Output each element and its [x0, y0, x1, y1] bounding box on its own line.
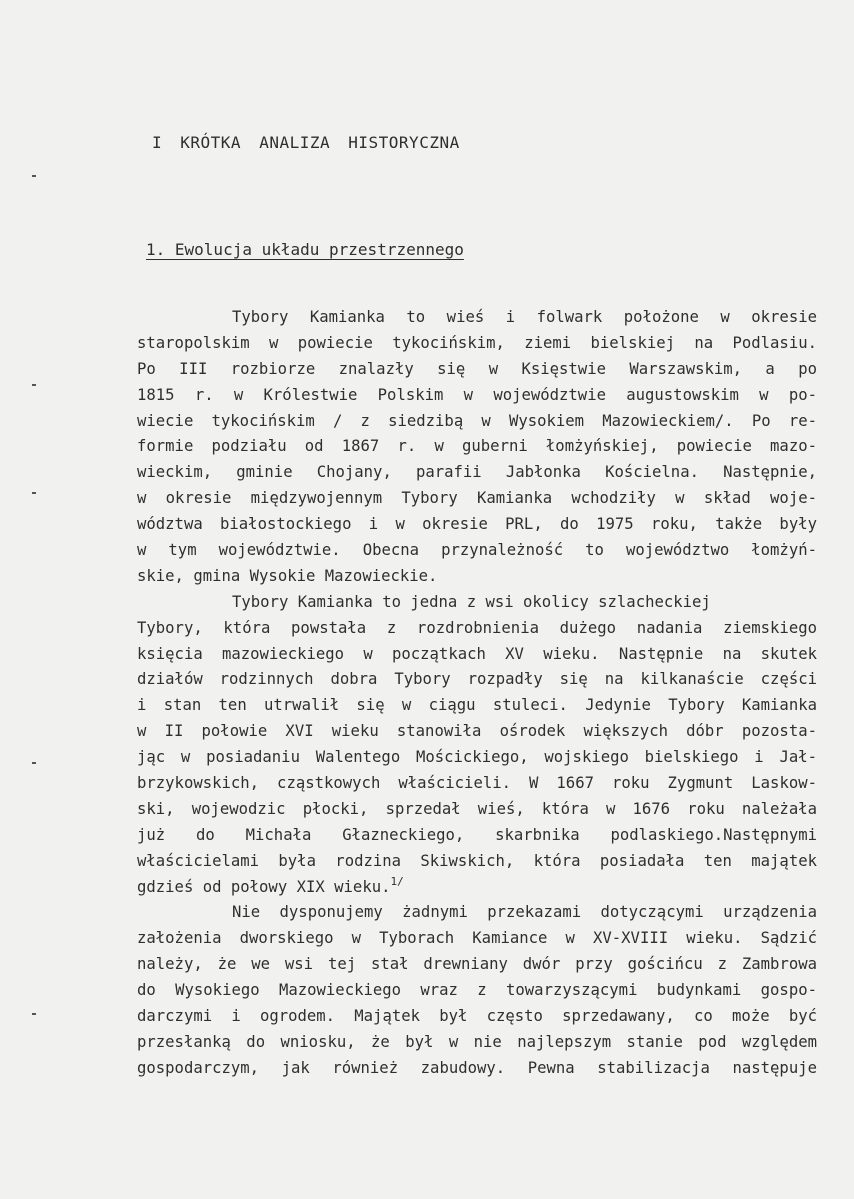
text-line: [137, 745, 817, 771]
margin-mark: [32, 492, 36, 494]
text-line-content: Tybory Kamianka to wieś i folwark położone w okresie: [232, 308, 817, 326]
text-line-content: ski, wojewodzic płocki, sprzedał wieś, która w 1676 roku należała: [137, 799, 817, 818]
text-line: [137, 486, 817, 512]
text-line-content: formie podziału od 1867 r. w guberni łomżyńskiej, powiecie mazo-: [137, 437, 817, 456]
text-line-content: gospodarczym, jak również zabudowy. Pewna stabilizacja następuje: [137, 1058, 817, 1077]
text-line-content: 1815 r. w Królestwie Polskim w województwie augustowskim w po-: [137, 385, 817, 404]
margin-mark: [32, 175, 36, 177]
text-line-content: Po III rozbiorze znalazły się w Księstwie Warszawskim, a po: [137, 359, 817, 378]
text-line: [137, 331, 817, 357]
text-line: [137, 409, 817, 435]
text-line-content: skie, gmina Wysokie Mazowieckie.: [137, 566, 438, 585]
text-line: [137, 460, 817, 486]
footnote-marker: 1/: [390, 874, 404, 888]
text-line: [137, 771, 817, 797]
text-line-content: księcia mazowieckiego w początkach XV wieku. Następnie na skutek: [137, 644, 817, 663]
text-line: [137, 383, 817, 409]
text-line-content: wództwa białostockiego i w okresie PRL, do 1975 roku, także były: [137, 515, 817, 534]
text-line: [137, 1030, 817, 1056]
text-line: [137, 564, 817, 590]
text-line: [137, 693, 817, 719]
text-line-content: jąc w posiadaniu Walentego Mościckiego, wojskiego bielskiego i Jał-: [137, 748, 817, 767]
text-line: [137, 849, 817, 875]
text-line-content: w okresie międzywojennym Tybory Kamianka wchodziły w skład woje-: [137, 489, 817, 508]
text-line-content: gdzieś od połowy XIX wieku.: [137, 877, 391, 896]
text-line: [137, 1056, 817, 1082]
text-line-content: wieckim, gminie Chojany, parafii Jabłonka Kościelna. Następnie,: [137, 463, 817, 482]
text-line: [137, 357, 817, 383]
body-text: [137, 305, 817, 1082]
text-line-content: staropolskim w powiecie tykocińskim, ziemi bielskiej na Podlasiu.: [137, 333, 817, 352]
text-line-content: Nie dysponujemy żadnymi przekazami dotyczącymi urządzenia: [232, 903, 817, 922]
section-title: 1. Ewolucja układu przestrzennego: [146, 240, 464, 259]
text-line: [137, 900, 817, 926]
text-line-content: już do Michała Głazneckiego, skarbnika podlaskiego.Następnymi: [137, 825, 817, 844]
text-line-content: właścicielami była rodzina Skiwskich, która posiadała ten majątek: [137, 851, 817, 870]
chapter-heading: I KRÓTKA ANALIZA HISTORYCZNA: [152, 133, 460, 152]
text-line-content: działów rodzinnych dobra Tybory rozpadły się na kilkanaście części: [137, 670, 817, 689]
margin-mark: [32, 1013, 36, 1015]
margin-mark: [32, 384, 36, 386]
text-line: [137, 797, 817, 823]
text-line-content: Tybory Kamianka to jedna z wsi okolicy szlacheckiej: [232, 592, 711, 611]
text-line: [137, 1004, 817, 1030]
text-line: [137, 434, 817, 460]
text-line: [137, 823, 817, 849]
text-line-content: brzykowskich, cząstkowych właścicieli. W 1667 roku Zygmunt Laskow-: [137, 774, 817, 793]
text-line: [137, 305, 817, 331]
text-line-content: wiecie tykocińskim / z siedzibą w Wysokiem Mazowieckiem/. Po re-: [137, 411, 817, 430]
text-line: [137, 616, 817, 642]
margin-mark: [32, 762, 36, 764]
text-line: [137, 875, 817, 901]
text-line: [137, 538, 817, 564]
text-line: [137, 512, 817, 538]
text-line-content: Tybory, która powstała z rozdrobnienia dużego nadania ziemskiego: [137, 618, 817, 637]
text-line: [137, 719, 817, 745]
text-line-content: w tym województwie. Obecna przynależność to województwo łomżyń-: [137, 541, 817, 560]
text-line: [137, 642, 817, 668]
text-line-content: darczymi i ogrodem. Majątek był często sprzedawany, co może być: [137, 1007, 817, 1026]
text-line: [137, 952, 817, 978]
text-line-content: i stan ten utrwalił się w ciągu stuleci. Jedynie Tybory Kamianka: [137, 696, 817, 715]
text-line: [137, 590, 817, 616]
text-line: [137, 667, 817, 693]
text-line: [137, 978, 817, 1004]
text-line-content: do Wysokiego Mazowieckiego wraz z towarzyszącymi budynkami gospo-: [137, 981, 817, 1000]
text-line-content: w II połowie XVI wieku stanowiła ośrodek większych dóbr pozosta-: [137, 722, 817, 741]
text-line-content: przesłanką do wniosku, że był w nie najlepszym stanie pod względem: [137, 1032, 817, 1051]
text-line-content: założenia dworskiego w Tyborach Kamiance w XV-XVIII wieku. Sądzić: [137, 929, 817, 948]
text-line-content: należy, że we wsi tej stał drewniany dwór przy gościńcu z Zambrowa: [137, 955, 817, 974]
text-line: [137, 926, 817, 952]
